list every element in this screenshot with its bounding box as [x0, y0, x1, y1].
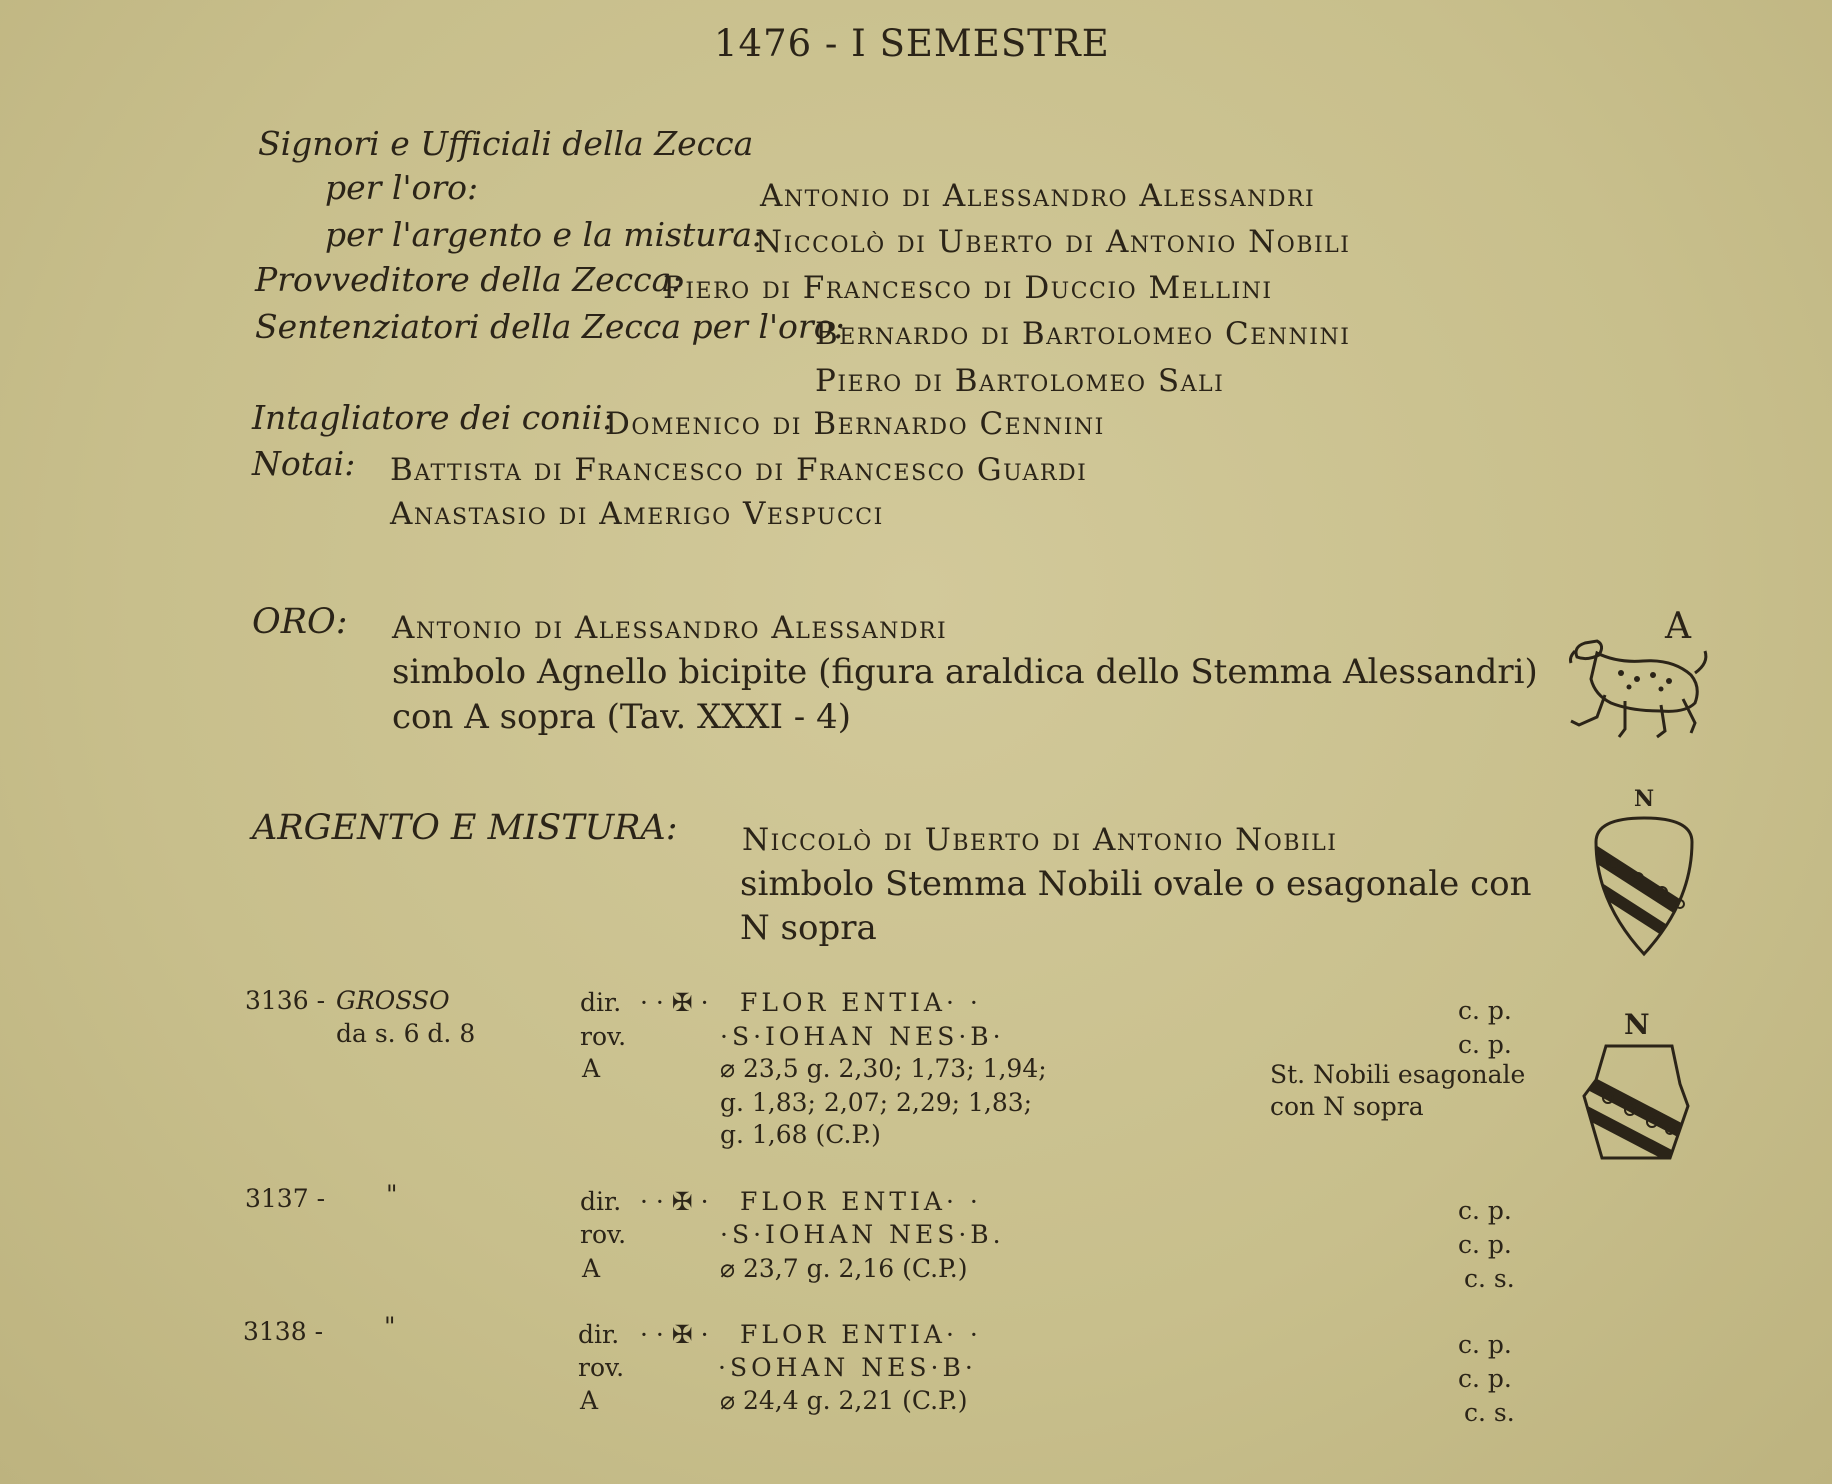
entry-3136-mark-label: A [582, 1054, 601, 1083]
argento-official-label: per l'argento e la mistura: [325, 215, 764, 254]
sentenziatori-value-2: Piero di Bartolomeo Sali [815, 363, 1225, 399]
oro-symbol-description-2: con A sopra (Tav. XXXI - 4) [392, 697, 851, 737]
argento-symbol-description-1: simbolo Stemma Nobili ovale o esagonale con [740, 864, 1532, 904]
entry-3136-measurements-3: g. 1,68 (C.P.) [720, 1120, 881, 1149]
argento-official-value: Niccolò di Uberto di Antonio Nobili [755, 224, 1351, 260]
sentenziatori-value-1: Bernardo di Bartolomeo Cennini [815, 316, 1351, 352]
argento-symbol-description-2: N sopra [740, 908, 877, 948]
entry-3136-measurements-1: ⌀ 23,5 g. 2,30; 1,73; 1,94; [720, 1054, 1047, 1083]
oro-section-name: Antonio di Alessandro Alessandri [392, 610, 948, 646]
notai-label: Notai: [252, 444, 356, 483]
entry-3137-denomination: " [386, 1180, 398, 1209]
intagliatore-label: Intagliatore dei conii: [252, 398, 614, 437]
entry-3136-value: da s. 6 d. 8 [336, 1019, 476, 1048]
entry-3136-note-1: St. Nobili esagonale [1270, 1060, 1526, 1089]
entry-3136-number: 3136 - [245, 986, 326, 1015]
entry-3137-dir-prefix: · · ✠ · [640, 1187, 709, 1216]
entry-3137-code-3: c. s. [1464, 1264, 1515, 1293]
entry-3137-rov-label: rov. [580, 1220, 627, 1249]
entry-3138-dir-prefix: · · ✠ · [640, 1320, 709, 1349]
entry-3137-code-2: c. p. [1458, 1230, 1512, 1259]
entry-3137-measurements-1: ⌀ 23,7 g. 2,16 (C.P.) [720, 1254, 968, 1283]
intagliatore-value: Domenico di Bernardo Cennini [605, 406, 1105, 442]
entry-3138-rov-label: rov. [578, 1353, 625, 1382]
provveditore-value: Piero di Francesco di Duccio Mellini [663, 270, 1273, 306]
oro-official-value: Antonio di Alessandro Alessandri [760, 178, 1316, 214]
hexagonal-shield-icon [1580, 1040, 1695, 1165]
page-title: 1476 - I SEMESTRE [714, 22, 1110, 65]
entry-3136-note-letter: N [1624, 1008, 1650, 1041]
argento-section-name: Niccolò di Uberto di Antonio Nobili [742, 822, 1338, 858]
entry-3136-rov-label: rov. [580, 1022, 627, 1051]
entry-3136-denomination: GROSSO [336, 986, 450, 1015]
entry-3138-mark-label: A [580, 1386, 599, 1415]
oro-symbol-description-1: simbolo Agnello bicipite (figura araldica dello Stemma Alessandri) [392, 652, 1538, 692]
entry-3137-dir-legend: FLOR ENTIA· · [740, 1187, 982, 1216]
entry-3136-dir-legend: FLOR ENTIA· · [740, 988, 982, 1017]
entry-3136-code-1: c. p. [1458, 996, 1512, 1025]
entry-3138-code-1: c. p. [1458, 1330, 1512, 1359]
entry-3136-measurements-2: g. 1,83; 2,07; 2,29; 1,83; [720, 1088, 1033, 1117]
entry-3138-number: 3138 - [243, 1317, 324, 1346]
entry-3138-code-2: c. p. [1458, 1364, 1512, 1393]
entry-3137-code-1: c. p. [1458, 1196, 1512, 1225]
entry-3136-code-2: c. p. [1458, 1030, 1512, 1059]
entry-3136-dir-prefix: · · ✠ · [640, 988, 709, 1017]
entry-3138-rov-legend: ·SOHAN NES·B· [718, 1353, 977, 1382]
entry-3136-rov-legend: ·S·IOHAN NES·B· [720, 1022, 1005, 1051]
entry-3136-note-2: con N sopra [1270, 1092, 1424, 1121]
entry-3138-dir-legend: FLOR ENTIA· · [740, 1320, 982, 1349]
notai-value-1: Battista di Francesco di Francesco Guardi [390, 452, 1088, 488]
notai-value-2: Anastasio di Amerigo Vespucci [390, 496, 884, 532]
provveditore-label: Provveditore della Zecca: [255, 260, 683, 299]
oval-shield-icon [1588, 812, 1700, 962]
double-headed-lamb-icon [1565, 625, 1715, 750]
entry-3137-rov-legend: ·S·IOHAN NES·B. [720, 1220, 1005, 1249]
sentenziatori-label: Sentenziatori della Zecca per l'oro: [255, 307, 845, 346]
entry-3137-dir-label: dir. [580, 1187, 622, 1216]
entry-3138-denomination: " [384, 1312, 396, 1341]
entry-3137-mark-label: A [582, 1254, 601, 1283]
entry-3136-dir-label: dir. [580, 988, 622, 1017]
oro-symbol-letter: A [1665, 606, 1691, 647]
argento-symbol-letter: N [1634, 786, 1655, 812]
entry-3138-code-3: c. s. [1464, 1398, 1515, 1427]
entry-3138-measurements-1: ⌀ 24,4 g. 2,21 (C.P.) [720, 1386, 968, 1415]
argento-section-label: ARGENTO E MISTURA: [252, 808, 678, 848]
oro-section-label: ORO: [252, 602, 348, 642]
officials-heading: Signori e Ufficiali della Zecca [258, 124, 754, 163]
entry-3137-number: 3137 - [245, 1184, 326, 1213]
entry-3138-dir-label: dir. [578, 1320, 620, 1349]
oro-official-label: per l'oro: [325, 168, 479, 207]
